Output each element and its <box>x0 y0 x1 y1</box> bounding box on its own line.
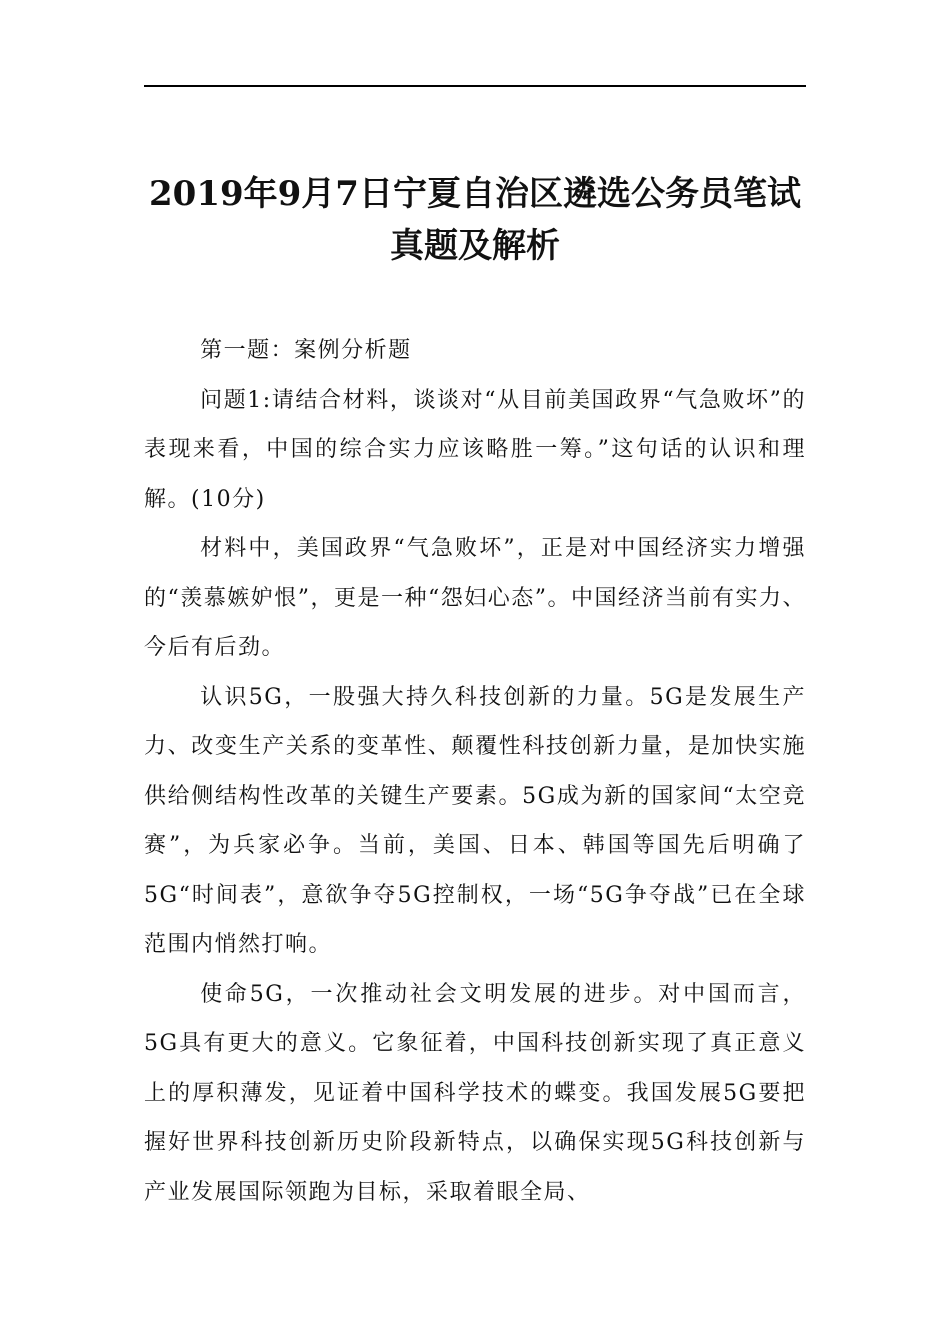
header-rule <box>144 85 806 87</box>
section-heading: 第一题：案例分析题 <box>200 338 412 363</box>
document-title: 2019年9月7日宁夏自治区遴选公务员笔试真题及解析 <box>149 174 801 266</box>
question-paragraph: 问题1:请结合材料，谈谈对“从目前美国政界“气急败坏”的表现来看，中国的综合实力应该略胜一筹。”这句话的认识和理解。(10分) <box>144 387 806 512</box>
document-body <box>144 326 806 1217</box>
answer-paragraph: 材料中，美国政界“气急败坏”，正是对中国经济实力增强的“羡慕嫉妒恨”，更是一种“怨妇心态”。中国经济当前有实力、今后有后劲。 <box>144 536 806 660</box>
answer-paragraph: 认识5G，一股强大持久科技创新的力量。5G是发展生产力、改变生产关系的变革性、颠覆性科技创新力量，是加快实施供给侧结构性改革的关键生产要素。5G成为新的国家间“太空竞赛”，为兵家必争。当前，美国、日本、韩国等国先后明确了5G“时间表”，意欲争夺5G控制权，一场“5G争夺战”已在全球范围内悄然打响。 <box>144 684 806 957</box>
answer-paragraph: 使命5G，一次推动社会文明发展的进步。对中国而言，5G具有更大的意义。它象征着，中国科技创新实现了真正意义上的厚积薄发，见证着中国科学技术的蝶变。我国发展5G要把握好世界科技创新历史阶段新特点，以确保实现5G科技创新与产业发展国际领跑为目标，采取着眼全局、 <box>144 981 806 1205</box>
